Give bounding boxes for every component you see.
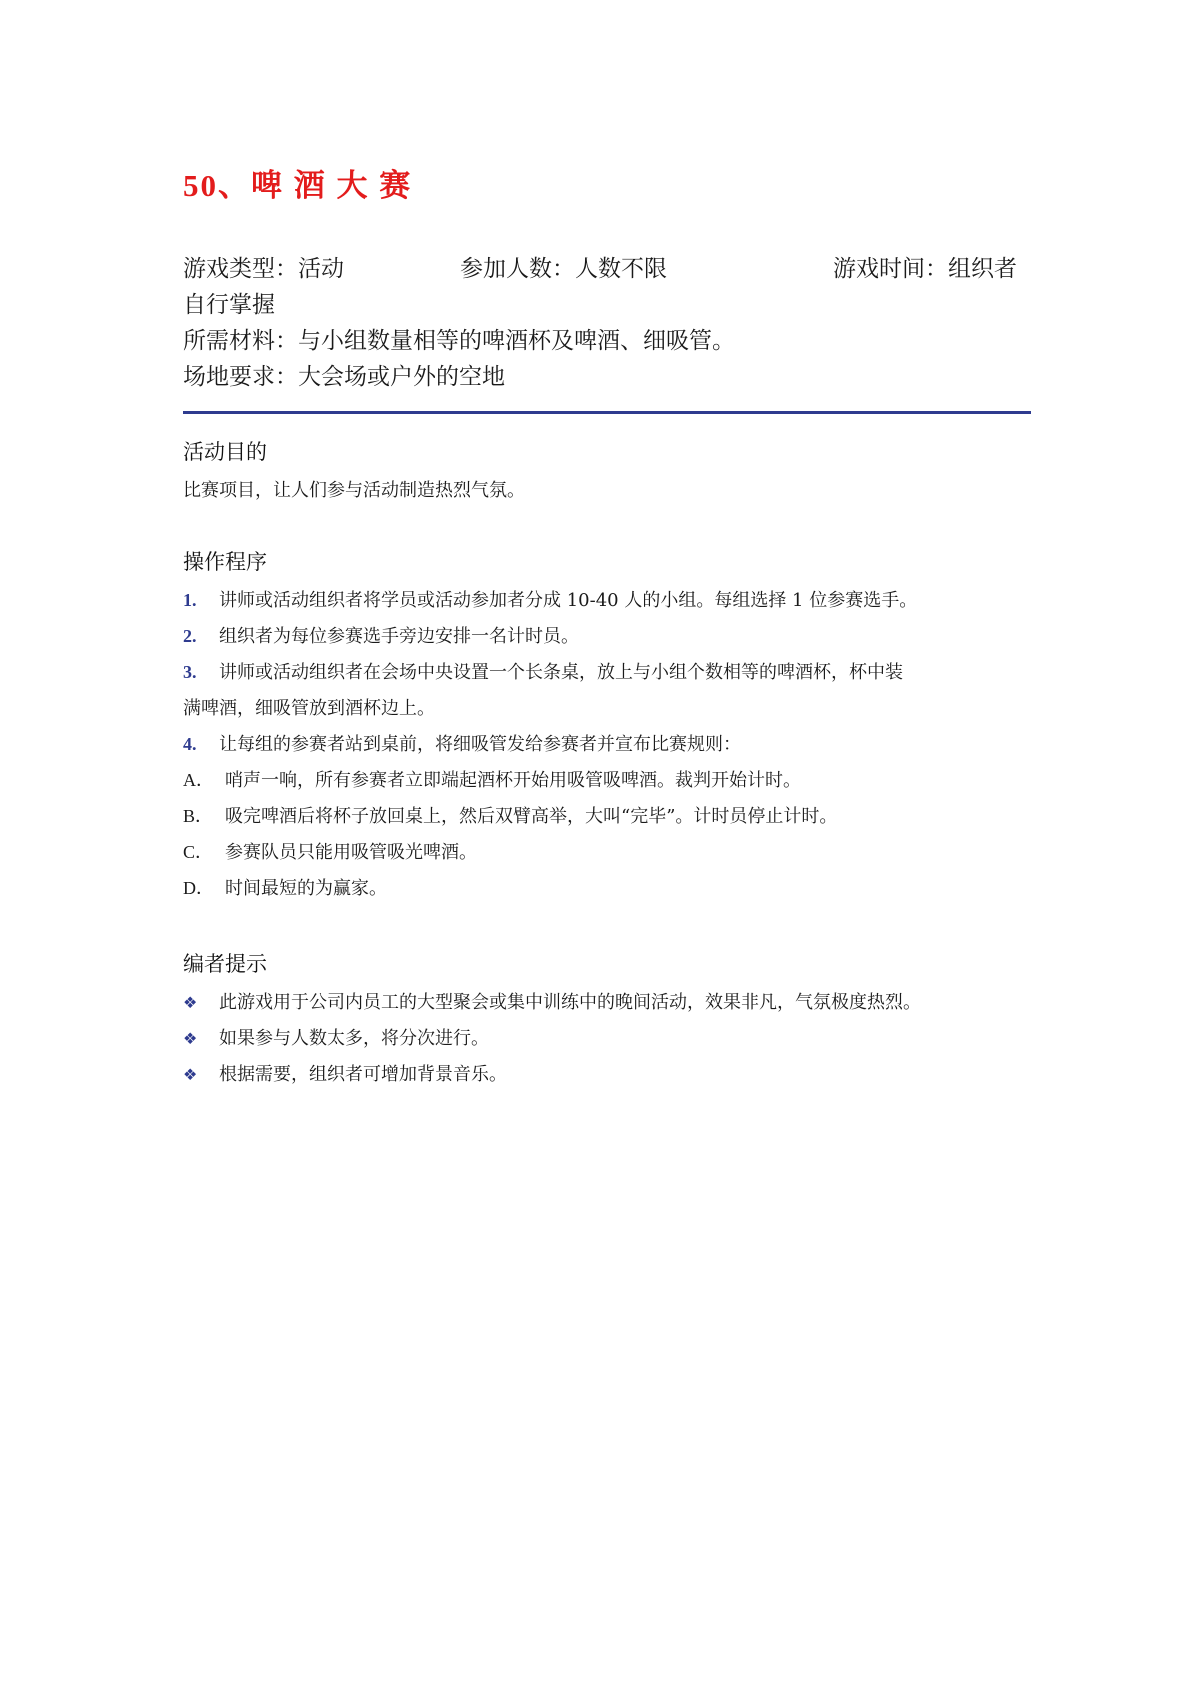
rule-text: 时间最短的为赢家。 <box>225 878 387 899</box>
procedure-step <box>183 730 741 756</box>
rule-letter: B． <box>183 806 214 826</box>
rule-item <box>183 874 387 900</box>
tip-text: 如果参与人数太多，将分次进行。 <box>219 1028 489 1049</box>
step-number: 3. <box>183 662 197 682</box>
game-time-continued: 自行掌握 <box>183 292 275 318</box>
procedure-step <box>183 622 579 648</box>
rule-text: 参赛队员只能用吸管吸光啤酒。 <box>225 842 477 863</box>
meta-row <box>183 250 1023 284</box>
diamond-bullet-icon: ❖ <box>183 1065 198 1084</box>
rule-item <box>183 802 837 828</box>
step-number: 4. <box>183 734 197 754</box>
tip-text: 根据需要，组织者可增加背景音乐。 <box>219 1064 507 1085</box>
step-text: 讲师或活动组织者在会场中央设置一个长条桌，放上与小组个数相等的啤酒杯，杯中装 <box>219 662 903 683</box>
materials: 所需材料：与小组数量相等的啤酒杯及啤酒、细吸管。 <box>183 328 735 354</box>
rule-item <box>183 766 801 792</box>
tip-item <box>183 1024 489 1050</box>
game-type: 游戏类型：活动 <box>183 256 344 282</box>
tips-heading: 编者提示 <box>183 952 267 976</box>
venue: 场地要求：大会场或户外的空地 <box>183 364 505 390</box>
step-text: 组织者为每位参赛选手旁边安排一名计时员。 <box>219 626 579 647</box>
rule-letter: A． <box>183 770 214 790</box>
rule-item <box>183 838 477 864</box>
step-text: 让每组的参赛者站到桌前，将细吸管发给参赛者并宣布比赛规则： <box>219 734 741 755</box>
step-continuation: 满啤酒，细吸管放到酒杯边上。 <box>183 698 435 719</box>
step-number: 1. <box>183 590 197 610</box>
tip-item <box>183 1060 507 1086</box>
game-time: 游戏时间：组织者 <box>833 256 1017 282</box>
diamond-bullet-icon: ❖ <box>183 1029 198 1048</box>
step-text: 讲师或活动组织者将学员或活动参加者分成 10-40 人的小组。每组选择 1 位参赛选手。 <box>219 590 918 611</box>
rule-text: 吸完啤酒后将杯子放回桌上，然后双臂高举，大叫“完毕”。计时员停止计时。 <box>225 806 838 827</box>
page-title: 50、啤 酒 大 赛 <box>183 168 413 203</box>
rule-letter: C． <box>183 842 214 862</box>
diamond-bullet-icon: ❖ <box>183 993 198 1012</box>
rule-letter: D． <box>183 878 214 898</box>
procedure-heading: 操作程序 <box>183 550 267 574</box>
rule-text: 哨声一响，所有参赛者立即端起酒杯开始用吸管吸啤酒。裁判开始计时。 <box>225 770 801 791</box>
procedure-step <box>183 586 917 612</box>
purpose-heading: 活动目的 <box>183 440 267 464</box>
step-number: 2. <box>183 626 197 646</box>
tip-item <box>183 988 921 1014</box>
purpose-text: 比赛项目，让人们参与活动制造热烈气氛。 <box>183 480 525 501</box>
tip-text: 此游戏用于公司内员工的大型聚会或集中训练中的晚间活动，效果非凡，气氛极度热烈。 <box>219 992 921 1013</box>
procedure-step <box>183 658 903 684</box>
section-divider <box>183 411 1031 414</box>
participant-count: 参加人数：人数不限 <box>460 256 667 282</box>
